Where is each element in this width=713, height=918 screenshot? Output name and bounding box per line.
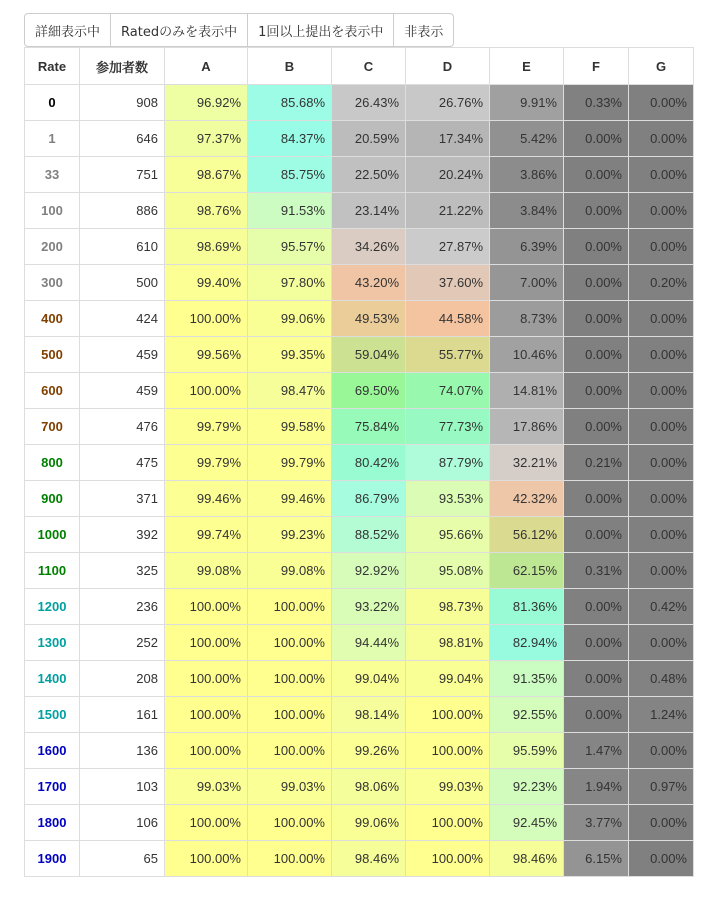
participant-count-cell: 500 (80, 265, 165, 301)
solve-rate-cell-f: 0.00% (564, 517, 629, 553)
solve-rate-cell-e: 3.84% (490, 193, 564, 229)
solve-rate-cell-b: 100.00% (248, 841, 332, 877)
solve-rate-cell-f: 0.00% (564, 481, 629, 517)
solve-rate-cell-e: 82.94% (490, 625, 564, 661)
rate-cell: 200 (25, 229, 80, 265)
rate-cell: 900 (25, 481, 80, 517)
solve-rate-cell-g: 0.00% (629, 481, 694, 517)
submitted-once-button[interactable]: 1回以上提出を表示中 (247, 13, 394, 47)
solve-rate-cell-e: 3.86% (490, 157, 564, 193)
solve-rate-cell-f: 0.00% (564, 337, 629, 373)
solve-rate-cell-f: 0.00% (564, 625, 629, 661)
solve-rate-cell-f: 0.00% (564, 589, 629, 625)
participant-count-cell: 208 (80, 661, 165, 697)
table-row (25, 301, 694, 337)
solve-rate-cell-d: 100.00% (406, 805, 490, 841)
participant-count-cell: 646 (80, 121, 165, 157)
solve-rate-cell-c: 75.84% (332, 409, 406, 445)
table-row (25, 481, 694, 517)
table-row (25, 373, 694, 409)
solve-rate-cell-a: 100.00% (165, 733, 248, 769)
solve-rate-cell-c: 69.50% (332, 373, 406, 409)
solve-rate-cell-f: 1.47% (564, 733, 629, 769)
solve-rate-cell-c: 93.22% (332, 589, 406, 625)
solve-rate-cell-c: 26.43% (332, 85, 406, 121)
rate-cell: 1400 (25, 661, 80, 697)
solve-rate-cell-c: 94.44% (332, 625, 406, 661)
solve-rate-cell-f: 0.00% (564, 229, 629, 265)
solve-rate-cell-a: 99.46% (165, 481, 248, 517)
solve-rate-cell-b: 100.00% (248, 805, 332, 841)
solve-rate-cell-g: 1.24% (629, 697, 694, 733)
solve-rate-cell-e: 92.23% (490, 769, 564, 805)
participant-count-cell: 751 (80, 157, 165, 193)
solve-rate-cell-c: 20.59% (332, 121, 406, 157)
header-participants[interactable]: 参加者数 (80, 48, 165, 85)
table-row (25, 769, 694, 805)
solve-rate-cell-a: 100.00% (165, 697, 248, 733)
solve-rate-cell-g: 0.00% (629, 517, 694, 553)
view-toggle-toolbar (24, 13, 453, 47)
participant-count-cell: 392 (80, 517, 165, 553)
rate-cell: 500 (25, 337, 80, 373)
solve-rate-cell-b: 99.58% (248, 409, 332, 445)
rate-cell: 1200 (25, 589, 80, 625)
rate-cell: 1700 (25, 769, 80, 805)
solve-rate-cell-f: 0.21% (564, 445, 629, 481)
participant-count-cell: 459 (80, 373, 165, 409)
solve-rate-cell-c: 98.06% (332, 769, 406, 805)
solve-rate-cell-d: 98.81% (406, 625, 490, 661)
solve-rate-cell-d: 95.08% (406, 553, 490, 589)
table-row (25, 409, 694, 445)
solve-rate-cell-a: 99.56% (165, 337, 248, 373)
table-row (25, 337, 694, 373)
solve-rate-cell-d: 100.00% (406, 841, 490, 877)
participant-count-cell: 475 (80, 445, 165, 481)
solve-rate-cell-g: 0.00% (629, 733, 694, 769)
solve-rate-cell-g: 0.00% (629, 85, 694, 121)
solve-rate-cell-b: 100.00% (248, 661, 332, 697)
solve-rate-cell-b: 98.47% (248, 373, 332, 409)
solve-rate-cell-g: 0.00% (629, 445, 694, 481)
table-row (25, 589, 694, 625)
solve-rate-cell-c: 80.42% (332, 445, 406, 481)
solve-rate-cell-b: 85.68% (248, 85, 332, 121)
solve-rate-cell-d: 95.66% (406, 517, 490, 553)
solve-rate-cell-b: 100.00% (248, 589, 332, 625)
table-row (25, 625, 694, 661)
participant-count-cell: 236 (80, 589, 165, 625)
solve-rate-cell-a: 97.37% (165, 121, 248, 157)
solve-rate-cell-g: 0.00% (629, 229, 694, 265)
solve-rate-cell-b: 99.79% (248, 445, 332, 481)
solve-rate-cell-d: 21.22% (406, 193, 490, 229)
solve-rate-cell-g: 0.20% (629, 265, 694, 301)
participant-count-cell: 65 (80, 841, 165, 877)
solve-rate-cell-d: 98.73% (406, 589, 490, 625)
header-e[interactable]: E (490, 48, 564, 85)
solve-rate-cell-f: 3.77% (564, 805, 629, 841)
solve-rate-cell-d: 77.73% (406, 409, 490, 445)
rate-cell: 1100 (25, 553, 80, 589)
solve-rate-cell-f: 1.94% (564, 769, 629, 805)
solve-rate-cell-c: 92.92% (332, 553, 406, 589)
solve-rate-cell-d: 99.04% (406, 661, 490, 697)
solve-rate-cell-c: 99.06% (332, 805, 406, 841)
header-b[interactable]: B (248, 48, 332, 85)
table-row (25, 733, 694, 769)
solve-rate-cell-b: 100.00% (248, 625, 332, 661)
solve-rate-cell-c: 43.20% (332, 265, 406, 301)
solve-rate-cell-c: 98.46% (332, 841, 406, 877)
solve-rate-cell-a: 99.40% (165, 265, 248, 301)
solve-rate-cell-e: 14.81% (490, 373, 564, 409)
table-row (25, 157, 694, 193)
table-row (25, 85, 694, 121)
solve-rate-cell-f: 0.00% (564, 373, 629, 409)
header-c[interactable]: C (332, 48, 406, 85)
solve-rate-cell-f: 0.00% (564, 409, 629, 445)
solve-rate-cell-a: 98.69% (165, 229, 248, 265)
solve-rate-cell-a: 99.08% (165, 553, 248, 589)
solve-rate-cell-f: 0.00% (564, 697, 629, 733)
rate-cell: 1900 (25, 841, 80, 877)
header-d[interactable]: D (406, 48, 490, 85)
solve-rate-cell-a: 99.79% (165, 445, 248, 481)
solve-rate-cell-c: 88.52% (332, 517, 406, 553)
participant-count-cell: 371 (80, 481, 165, 517)
solve-rate-cell-a: 98.67% (165, 157, 248, 193)
solve-rate-cell-a: 99.03% (165, 769, 248, 805)
solve-rate-cell-a: 100.00% (165, 841, 248, 877)
solve-rate-cell-g: 0.97% (629, 769, 694, 805)
table-row (25, 805, 694, 841)
solve-rate-cell-b: 99.35% (248, 337, 332, 373)
solve-rate-cell-d: 74.07% (406, 373, 490, 409)
rate-cell: 1300 (25, 625, 80, 661)
solve-rate-cell-a: 99.79% (165, 409, 248, 445)
rate-cell: 600 (25, 373, 80, 409)
solve-rate-cell-a: 96.92% (165, 85, 248, 121)
solve-rate-cell-e: 92.55% (490, 697, 564, 733)
solve-rate-cell-b: 99.03% (248, 769, 332, 805)
rate-cell: 0 (25, 85, 80, 121)
rate-cell: 1600 (25, 733, 80, 769)
solve-rate-cell-c: 23.14% (332, 193, 406, 229)
solve-rate-cell-d: 93.53% (406, 481, 490, 517)
solve-rate-cell-c: 59.04% (332, 337, 406, 373)
rate-cell: 700 (25, 409, 80, 445)
solve-rate-cell-g: 0.00% (629, 805, 694, 841)
solve-rate-cell-a: 100.00% (165, 589, 248, 625)
solve-rate-cell-g: 0.00% (629, 373, 694, 409)
solve-rate-cell-d: 100.00% (406, 733, 490, 769)
header-f[interactable]: F (564, 48, 629, 85)
solve-rate-cell-b: 99.23% (248, 517, 332, 553)
solve-rate-cell-b: 100.00% (248, 733, 332, 769)
participant-count-cell: 161 (80, 697, 165, 733)
solve-rate-cell-g: 0.42% (629, 589, 694, 625)
solve-rate-cell-a: 100.00% (165, 805, 248, 841)
solve-rate-cell-e: 91.35% (490, 661, 564, 697)
participant-count-cell: 252 (80, 625, 165, 661)
table-row (25, 697, 694, 733)
solve-rate-cell-d: 37.60% (406, 265, 490, 301)
solve-rate-cell-g: 0.00% (629, 409, 694, 445)
participant-count-cell: 325 (80, 553, 165, 589)
solve-rate-cell-g: 0.00% (629, 157, 694, 193)
solve-rate-cell-f: 0.00% (564, 301, 629, 337)
solve-rate-cell-f: 6.15% (564, 841, 629, 877)
solve-rate-cell-e: 32.21% (490, 445, 564, 481)
table-row (25, 121, 694, 157)
solve-rate-cell-a: 99.74% (165, 517, 248, 553)
solve-rate-cell-d: 20.24% (406, 157, 490, 193)
rate-cell: 100 (25, 193, 80, 229)
solve-rate-cell-f: 0.00% (564, 661, 629, 697)
rate-cell: 1000 (25, 517, 80, 553)
solve-rate-cell-a: 98.76% (165, 193, 248, 229)
solve-rate-cell-b: 100.00% (248, 697, 332, 733)
solve-rate-cell-a: 100.00% (165, 661, 248, 697)
solve-rate-cell-c: 34.26% (332, 229, 406, 265)
participant-count-cell: 103 (80, 769, 165, 805)
solve-rate-cell-f: 0.00% (564, 265, 629, 301)
rate-cell: 1 (25, 121, 80, 157)
solve-rate-cell-g: 0.00% (629, 301, 694, 337)
rate-cell: 1800 (25, 805, 80, 841)
solve-rate-cell-c: 99.04% (332, 661, 406, 697)
solve-rate-cell-e: 17.86% (490, 409, 564, 445)
solve-rate-cell-e: 42.32% (490, 481, 564, 517)
table-row (25, 445, 694, 481)
solve-rate-cell-a: 100.00% (165, 373, 248, 409)
participant-count-cell: 106 (80, 805, 165, 841)
solve-rate-cell-b: 97.80% (248, 265, 332, 301)
participant-count-cell: 424 (80, 301, 165, 337)
rate-cell: 300 (25, 265, 80, 301)
rate-cell: 1500 (25, 697, 80, 733)
participant-count-cell: 476 (80, 409, 165, 445)
table-row (25, 661, 694, 697)
solve-rate-cell-g: 0.00% (629, 193, 694, 229)
solve-rate-cell-e: 5.42% (490, 121, 564, 157)
header-a[interactable]: A (165, 48, 248, 85)
participant-count-cell: 459 (80, 337, 165, 373)
solve-rate-cell-g: 0.00% (629, 121, 694, 157)
solve-rate-cell-e: 6.39% (490, 229, 564, 265)
solve-rate-cell-a: 100.00% (165, 301, 248, 337)
solve-rate-cell-d: 26.76% (406, 85, 490, 121)
solve-rate-cell-c: 98.14% (332, 697, 406, 733)
solve-rate-cell-b: 99.46% (248, 481, 332, 517)
solve-rate-cell-f: 0.00% (564, 193, 629, 229)
solve-rate-cell-g: 0.00% (629, 553, 694, 589)
solve-rate-cell-d: 44.58% (406, 301, 490, 337)
solve-rate-cell-b: 99.08% (248, 553, 332, 589)
solve-rate-cell-e: 81.36% (490, 589, 564, 625)
solve-rate-cell-g: 0.00% (629, 625, 694, 661)
solve-rate-cell-c: 86.79% (332, 481, 406, 517)
solve-rate-cell-c: 22.50% (332, 157, 406, 193)
header-rate[interactable]: Rate (25, 48, 80, 85)
solve-rate-cell-b: 85.75% (248, 157, 332, 193)
participant-count-cell: 136 (80, 733, 165, 769)
participant-count-cell: 610 (80, 229, 165, 265)
solve-rate-cell-a: 100.00% (165, 625, 248, 661)
solve-rate-cell-e: 92.45% (490, 805, 564, 841)
header-g[interactable]: G (629, 48, 694, 85)
solve-rate-cell-g: 0.00% (629, 841, 694, 877)
table-row (25, 841, 694, 877)
rate-cell: 400 (25, 301, 80, 337)
rate-cell: 800 (25, 445, 80, 481)
solve-rate-cell-e: 95.59% (490, 733, 564, 769)
detail-view-button[interactable]: 詳細表示中 (24, 13, 111, 47)
table-header-row (25, 48, 694, 85)
table-row (25, 265, 694, 301)
rated-only-button[interactable]: Ratedのみを表示中 (110, 13, 248, 47)
solve-rate-cell-g: 0.00% (629, 337, 694, 373)
solve-rate-cell-d: 87.79% (406, 445, 490, 481)
solve-rate-cell-e: 62.15% (490, 553, 564, 589)
solve-rate-cell-e: 10.46% (490, 337, 564, 373)
solve-rate-cell-d: 99.03% (406, 769, 490, 805)
solve-rate-cell-e: 98.46% (490, 841, 564, 877)
solve-rate-cell-d: 55.77% (406, 337, 490, 373)
rate-stats-table (24, 47, 694, 877)
solve-rate-cell-e: 7.00% (490, 265, 564, 301)
solve-rate-cell-d: 17.34% (406, 121, 490, 157)
table-row (25, 517, 694, 553)
solve-rate-cell-f: 0.31% (564, 553, 629, 589)
hide-button[interactable]: 非表示 (393, 13, 454, 47)
rate-cell: 33 (25, 157, 80, 193)
table-row (25, 553, 694, 589)
participant-count-cell: 908 (80, 85, 165, 121)
solve-rate-cell-e: 56.12% (490, 517, 564, 553)
table-row (25, 193, 694, 229)
solve-rate-cell-c: 99.26% (332, 733, 406, 769)
solve-rate-cell-g: 0.48% (629, 661, 694, 697)
solve-rate-cell-e: 9.91% (490, 85, 564, 121)
solve-rate-cell-d: 27.87% (406, 229, 490, 265)
solve-rate-cell-b: 99.06% (248, 301, 332, 337)
solve-rate-cell-f: 0.00% (564, 121, 629, 157)
solve-rate-cell-c: 49.53% (332, 301, 406, 337)
solve-rate-cell-f: 0.00% (564, 157, 629, 193)
table-row (25, 229, 694, 265)
solve-rate-cell-b: 95.57% (248, 229, 332, 265)
solve-rate-cell-e: 8.73% (490, 301, 564, 337)
solve-rate-cell-f: 0.33% (564, 85, 629, 121)
participant-count-cell: 886 (80, 193, 165, 229)
solve-rate-cell-b: 91.53% (248, 193, 332, 229)
solve-rate-cell-b: 84.37% (248, 121, 332, 157)
solve-rate-cell-d: 100.00% (406, 697, 490, 733)
